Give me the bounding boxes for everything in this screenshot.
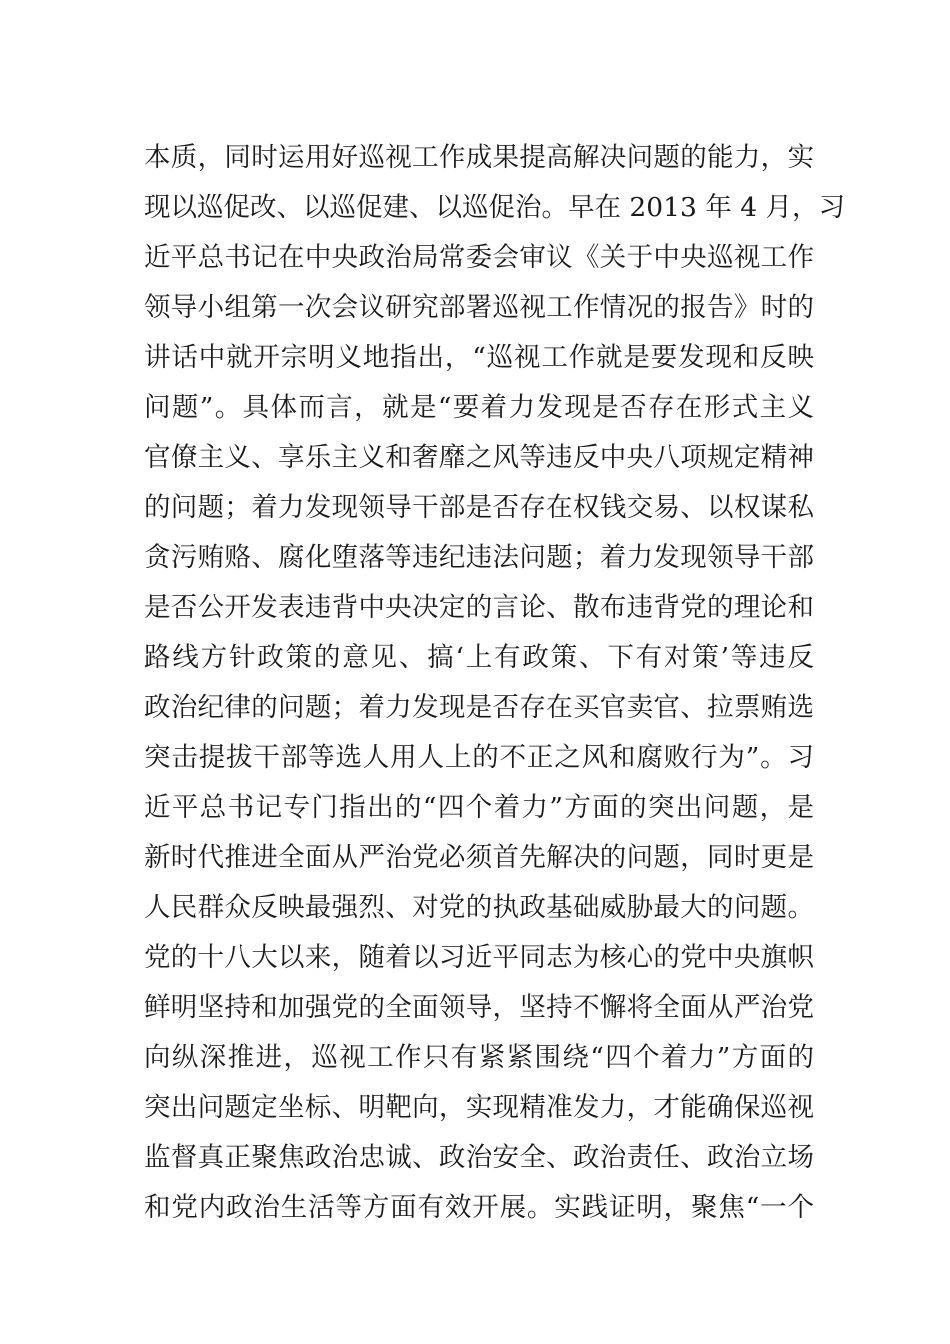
text-line: 问题”。具体而言，就是“要着力发现是否存在形式主义 bbox=[144, 392, 814, 423]
text-line: 现以巡促改、以巡促建、以巡促治。早在 2013 年 4 月，习 bbox=[144, 192, 845, 223]
text-line: 官僚主义、享乐主义和奢靡之风等违反中央八项规定精神 bbox=[144, 442, 814, 473]
text-line: 监督真正聚焦政治忠诚、政治安全、政治责任、政治立场 bbox=[144, 1142, 814, 1173]
text-line: 的问题；着力发现领导干部是否存在权钱交易、以权谋私 bbox=[144, 492, 814, 523]
text-line: 本质，同时运用好巡视工作成果提高解决问题的能力，实 bbox=[144, 142, 814, 173]
text-line: 鲜明坚持和加强党的全面领导，坚持不懈将全面从严治党 bbox=[144, 992, 814, 1023]
text-line: 贪污贿赂、腐化堕落等违纪违法问题；着力发现领导干部 bbox=[144, 542, 814, 573]
text-line: 突出问题定坐标、明靶向，实现精准发力，才能确保巡视 bbox=[144, 1092, 814, 1123]
text-line: 政治纪律的问题；着力发现是否存在买官卖官、拉票贿选 bbox=[144, 692, 814, 723]
text-line: 党的十八大以来，随着以习近平同志为核心的党中央旗帜 bbox=[144, 942, 814, 973]
body-paragraph bbox=[144, 133, 845, 1233]
text-line: 领导小组第一次会议研究部署巡视工作情况的报告》时的 bbox=[144, 292, 814, 323]
text-line: 向纵深推进，巡视工作只有紧紧围绕“四个着力”方面的 bbox=[144, 1042, 814, 1073]
text-line: 新时代推进全面从严治党必须首先解决的问题，同时更是 bbox=[144, 842, 814, 873]
text-line: 和党内政治生活等方面有效开展。实践证明，聚焦“一个 bbox=[144, 1192, 814, 1223]
text-line: 人民群众反映最强烈、对党的执政基础威胁最大的问题。 bbox=[144, 892, 814, 923]
text-line: 突击提拔干部等选人用人上的不正之风和腐败行为”。习 bbox=[144, 742, 814, 773]
text-line: 路线方针政策的意见、搞‘上有政策、下有对策’等违反 bbox=[144, 642, 814, 673]
text-line: 近平总书记在中央政治局常委会审议《关于中央巡视工作 bbox=[144, 242, 814, 273]
text-line: 是否公开发表违背中央决定的言论、散布违背党的理论和 bbox=[144, 592, 814, 623]
text-line: 近平总书记专门指出的“四个着力”方面的突出问题，是 bbox=[144, 792, 814, 823]
text-line: 讲话中就开宗明义地指出，“巡视工作就是要发现和反映 bbox=[144, 342, 814, 373]
